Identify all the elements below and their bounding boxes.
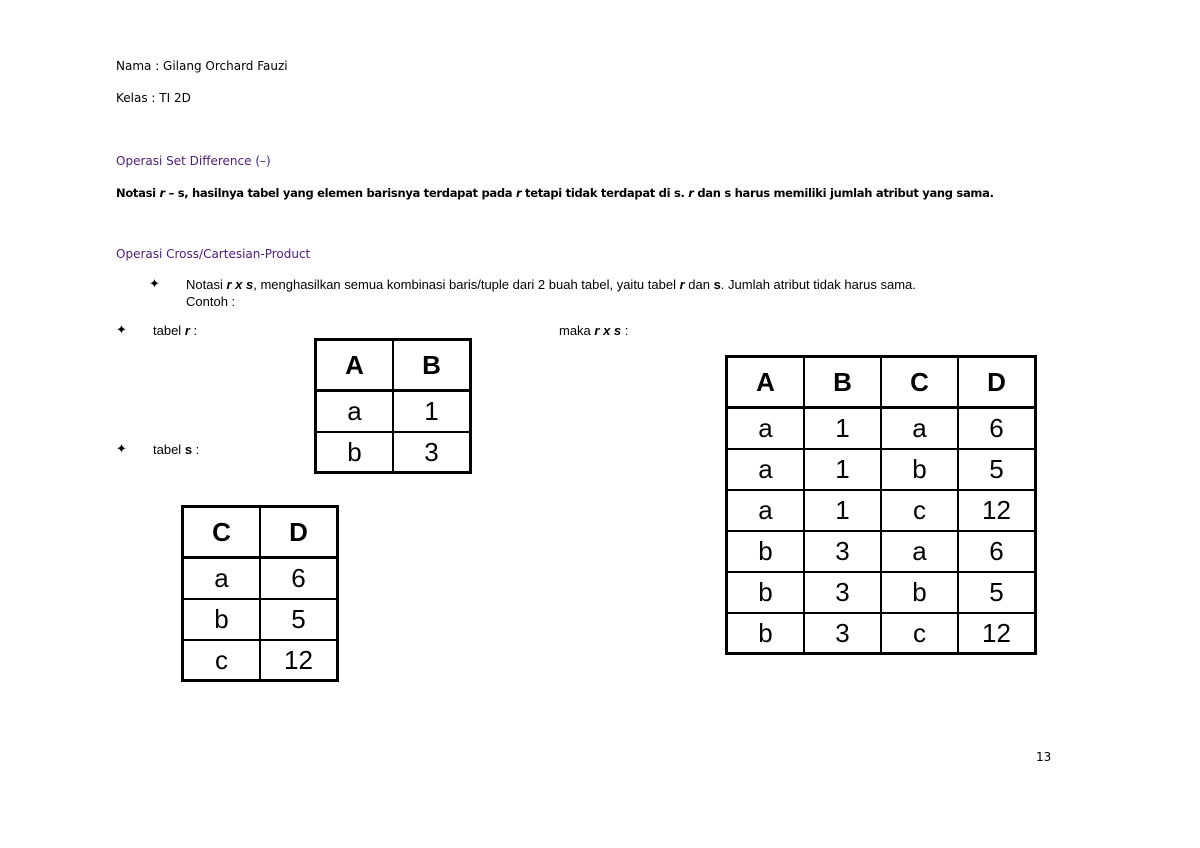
table-cell: 12 [260,640,338,681]
table-cell: 1 [804,449,881,490]
table-cell: a [183,558,261,599]
table-row [316,432,471,473]
tabel-s-label: tabel s : [153,442,200,457]
table-cell: b [727,572,805,613]
table-cell: a [881,531,958,572]
maka-label: maka r x s : [559,323,629,338]
table-r [314,338,472,474]
class-value: TI 2D [159,91,191,105]
class-label: Kelas [116,91,148,105]
table-s-header-d: D [260,507,338,558]
set-difference-description: Notasi r – s, hasilnya tabel yang elemen barisnya terdapat pada r tetapi tidak terdapat di s. r dan s harus memiliki jumlah atribut yang sama. [116,186,994,200]
name-value: Gilang Orchard Fauzi [163,59,288,73]
table-rxs-header-a: A [727,357,805,408]
table-row [183,558,338,599]
four-point-star-icon: ✦ [116,323,127,338]
table-rxs-header-c: C [881,357,958,408]
table-r-header-b: B [393,340,471,391]
four-point-star-icon: ✦ [116,442,127,457]
table-cell: 5 [958,572,1036,613]
table-cell: 1 [393,391,471,432]
table-row [727,449,1036,490]
table-r-x-s [725,355,1037,655]
table-r-header-a: A [316,340,394,391]
table-cell: c [881,613,958,654]
table-cell: a [727,449,805,490]
table-cell: a [727,490,805,531]
cartesian-heading: Operasi Cross/Cartesian-Product [116,247,311,261]
tabel-r-label: tabel r : [153,323,198,338]
table-cell: b [881,572,958,613]
table-cell: a [316,391,394,432]
table-cell: 6 [260,558,338,599]
student-name-line: Nama : Gilang Orchard Fauzi [116,59,288,73]
table-cell: 12 [958,613,1036,654]
table-row [727,531,1036,572]
table-s-header-c: C [183,507,261,558]
table-cell: b [316,432,394,473]
table-cell: a [881,408,958,449]
table-row [727,490,1036,531]
table-row [727,613,1036,654]
table-row [183,640,338,681]
table-cell: 3 [804,531,881,572]
table-s [181,505,339,682]
table-row [727,572,1036,613]
table-cell: 6 [958,408,1036,449]
cartesian-description: Notasi r x s, menghasilkan semua kombinasi baris/tuple dari 2 buah tabel, yaitu tabel r dan s. Jumlah atribut tidak harus sama. [186,277,916,292]
table-cell: 1 [804,490,881,531]
table-cell: c [183,640,261,681]
table-row [316,391,471,432]
table-cell: 3 [393,432,471,473]
table-row [727,408,1036,449]
table-rxs-header-b: B [804,357,881,408]
table-cell: 1 [804,408,881,449]
student-class-line: Kelas : TI 2D [116,91,191,105]
table-cell: 3 [804,613,881,654]
table-cell: 5 [958,449,1036,490]
name-label: Nama [116,59,152,73]
set-difference-heading: Operasi Set Difference (–) [116,154,271,168]
table-cell: c [881,490,958,531]
table-rxs-header-d: D [958,357,1036,408]
table-cell: 12 [958,490,1036,531]
table-cell: 5 [260,599,338,640]
table-cell: b [881,449,958,490]
page-number: 13 [1036,750,1052,764]
table-row [183,599,338,640]
table-cell: b [727,531,805,572]
table-cell: a [727,408,805,449]
table-cell: b [183,599,261,640]
four-point-star-icon: ✦ [149,277,160,292]
table-cell: 3 [804,572,881,613]
contoh-label: Contoh : [186,294,236,309]
table-cell: b [727,613,805,654]
table-cell: 6 [958,531,1036,572]
